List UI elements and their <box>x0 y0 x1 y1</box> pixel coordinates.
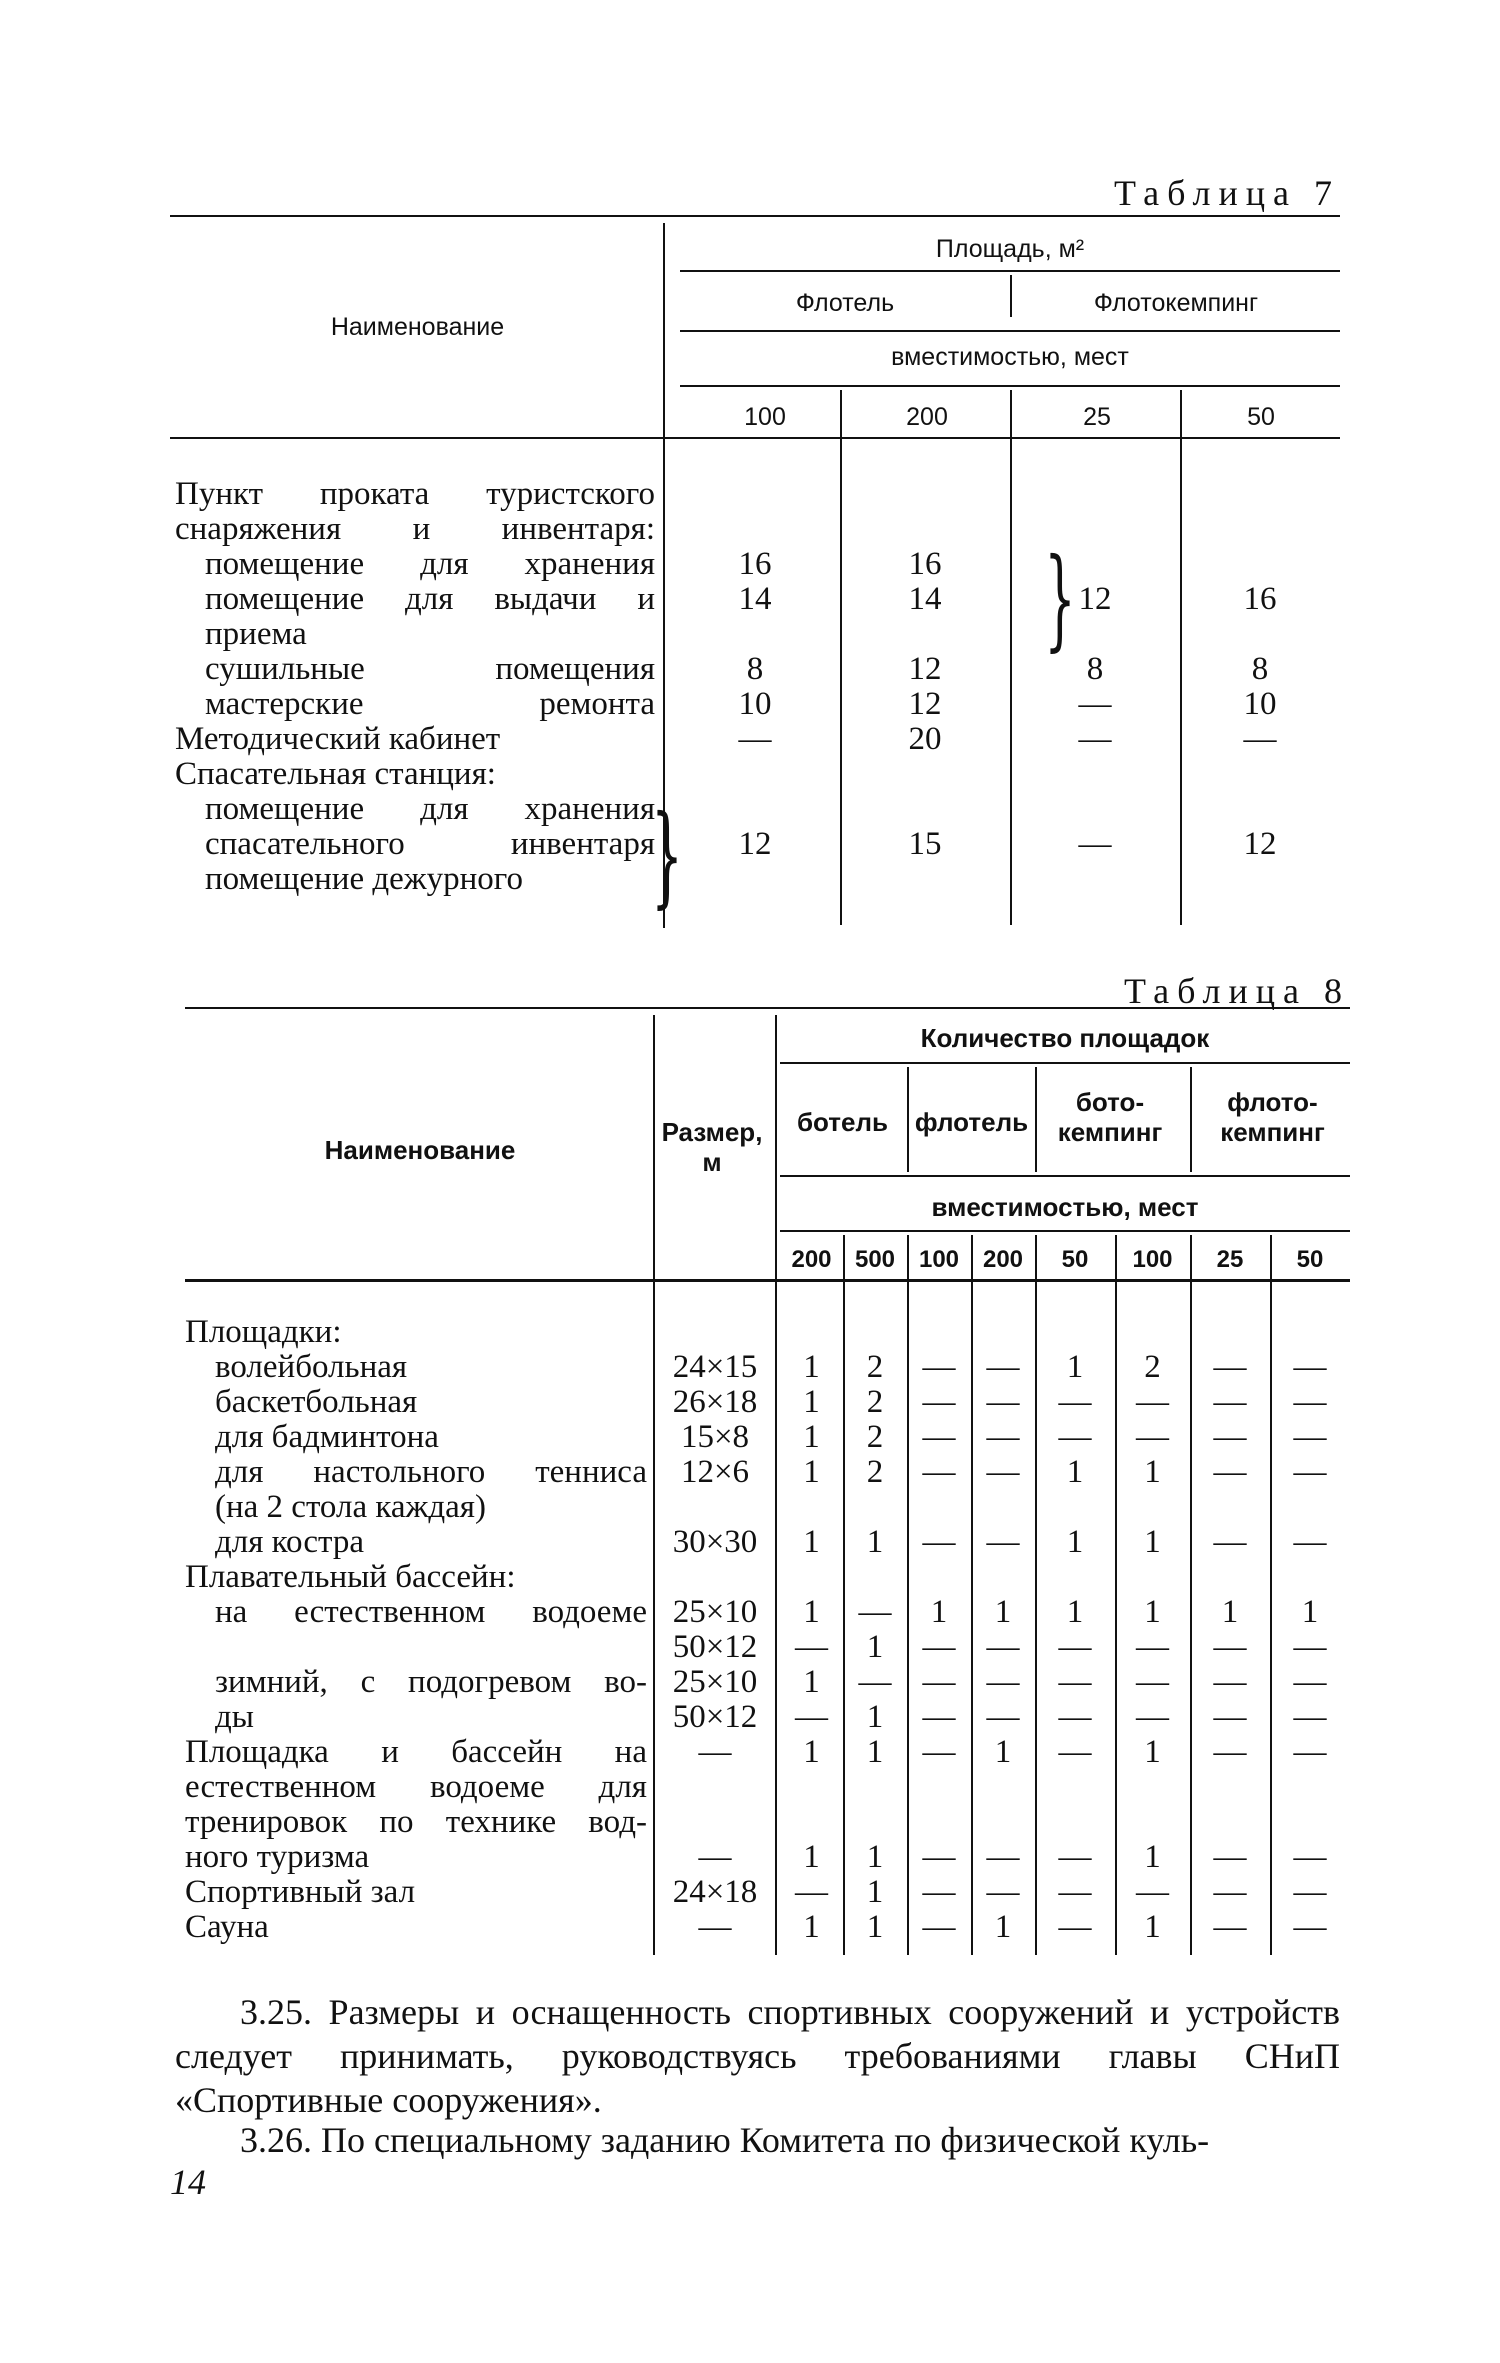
table7-col-50: 50 <box>1247 403 1275 431</box>
table8-rule-1 <box>780 1062 1350 1064</box>
table8-cell: 1 <box>803 1524 820 1560</box>
table8-cell: — <box>795 1699 828 1735</box>
table8-row-size: 15×8 <box>680 1419 750 1455</box>
table8-cell: — <box>922 1384 956 1420</box>
table8-row <box>185 1630 1350 1665</box>
table7-brace-rescue: } <box>651 791 683 919</box>
table8-cell: 1 <box>803 1909 820 1945</box>
table7-body <box>170 477 1340 897</box>
table7-cell: — <box>1243 721 1277 757</box>
table8-cell: — <box>922 1349 956 1385</box>
table8-row <box>185 1875 1350 1910</box>
table8-row-name: ного туризма <box>185 1839 370 1875</box>
table8-cell: — <box>1213 1454 1247 1490</box>
table8-row-name: Площадка и бассейн на <box>185 1734 647 1770</box>
table8-row-name: для костра <box>215 1524 364 1560</box>
table8-row-name: ды <box>215 1699 254 1735</box>
table8-row-size: — <box>698 1839 732 1875</box>
table8-cell: 1 <box>803 1384 820 1420</box>
table8-head-rule <box>185 1279 1350 1282</box>
table8-row-size: 24×18 <box>672 1874 758 1910</box>
table8-cell: — <box>1058 1699 1092 1735</box>
table8-cell: — <box>986 1664 1020 1700</box>
table7-head-name: Наименование <box>330 313 505 341</box>
table7-cell: 16 <box>908 546 942 582</box>
table8-cell: — <box>986 1839 1020 1875</box>
table7-cell: 8 <box>1086 651 1104 687</box>
table8-col-number: 500 <box>854 1246 896 1273</box>
table7-row <box>170 722 1340 757</box>
table7-cell: 10 <box>1243 686 1277 722</box>
table8-row-size: 24×15 <box>672 1349 758 1385</box>
table7-row-name: спасательного инвентаря <box>205 826 655 862</box>
table8-cell: 1 <box>1066 1454 1084 1490</box>
table8-cell: — <box>1213 1664 1247 1700</box>
table7-row <box>170 792 1340 827</box>
table8-row <box>185 1315 1350 1350</box>
table7-row-name: Методический кабинет <box>175 721 501 757</box>
table7-cell: 12 <box>908 686 942 722</box>
table7-row <box>170 862 1340 897</box>
table8-cell: — <box>922 1734 956 1770</box>
table8-cell: — <box>922 1664 956 1700</box>
table7-cell: 15 <box>908 826 942 862</box>
table7-row-name: помещение для хранения <box>205 791 655 827</box>
table8-cell: — <box>858 1664 892 1700</box>
table8-row-size: — <box>698 1734 732 1770</box>
table8 <box>185 1007 1350 1962</box>
table7-row-name: мастерские ремонта <box>205 686 655 722</box>
table8-cell: 1 <box>994 1909 1012 1945</box>
table8-row <box>185 1490 1350 1525</box>
table7-top-rule <box>170 215 1340 217</box>
table7-row <box>170 547 1340 582</box>
table8-cell: — <box>1058 1629 1092 1665</box>
table8-cell: — <box>1293 1839 1327 1875</box>
table7-col-100: 100 <box>744 403 786 431</box>
table8-cell: 1 <box>803 1594 820 1630</box>
table8-row <box>185 1700 1350 1735</box>
table8-row <box>185 1455 1350 1490</box>
table8-cell: — <box>1213 1909 1247 1945</box>
table7-cell: 20 <box>908 721 942 757</box>
table8-cell: — <box>986 1524 1020 1560</box>
table7-row-name: помещение дежурного <box>205 861 523 897</box>
table8-cell: — <box>986 1874 1020 1910</box>
table7-rule-2 <box>680 330 1340 332</box>
table8-cell: — <box>1293 1699 1327 1735</box>
table8-row <box>185 1805 1350 1840</box>
table8-cell: — <box>1293 1524 1327 1560</box>
table8-cell: 1 <box>1301 1594 1319 1630</box>
table8-cell: — <box>986 1384 1020 1420</box>
table8-cell: 1 <box>1144 1454 1161 1490</box>
table7-cell: — <box>1078 721 1112 757</box>
table8-cell: — <box>922 1419 956 1455</box>
table8-row-name: Площадки: <box>185 1314 342 1350</box>
table8-cell: 1 <box>803 1454 820 1490</box>
page-number: 14 <box>170 2162 206 2202</box>
table8-cell: — <box>1293 1419 1327 1455</box>
table8-col-number: 200 <box>982 1246 1024 1273</box>
table8-row <box>185 1770 1350 1805</box>
table8-cell: — <box>1136 1699 1169 1735</box>
table7-cell: 12 <box>1078 581 1112 617</box>
table8-cell: 1 <box>866 1734 884 1770</box>
table8-row-name: волейбольная <box>215 1349 408 1385</box>
table7-rule-3 <box>680 385 1340 387</box>
table7-row <box>170 652 1340 687</box>
table8-row-name: для настольного тенниса <box>215 1454 647 1490</box>
table8-cell: — <box>922 1524 956 1560</box>
table8-cell: — <box>922 1909 956 1945</box>
table8-row-size: 26×18 <box>672 1384 758 1420</box>
table7-head-rule <box>170 437 1340 439</box>
table8-cell: 2 <box>866 1349 884 1385</box>
table8-rule-2 <box>780 1175 1350 1177</box>
table8-cell: 1 <box>1066 1524 1084 1560</box>
table8-cell: 1 <box>866 1629 884 1665</box>
table8-row <box>185 1665 1350 1700</box>
table8-cell: — <box>1293 1909 1327 1945</box>
table8-row-name: для бадминтона <box>215 1419 439 1455</box>
table8-cell: — <box>1293 1874 1327 1910</box>
table8-cell: — <box>1058 1734 1092 1770</box>
table8-cell: — <box>1058 1664 1092 1700</box>
table8-row <box>185 1525 1350 1560</box>
table8-row <box>185 1735 1350 1770</box>
table8-cell: 1 <box>1221 1594 1239 1630</box>
table8-col-number: 50 <box>1061 1246 1089 1273</box>
table8-cell: — <box>1293 1454 1327 1490</box>
table7-row <box>170 582 1340 617</box>
table8-row-name: Плавательный бассейн: <box>185 1559 516 1595</box>
table8-cell: 1 <box>1066 1594 1084 1630</box>
table8-row <box>185 1840 1350 1875</box>
table8-vline-g3 <box>1190 1067 1192 1172</box>
table8-body <box>185 1315 1350 1945</box>
table8-cell: — <box>1136 1419 1169 1455</box>
table7-row <box>170 512 1340 547</box>
table8-row <box>185 1385 1350 1420</box>
table8-cell: — <box>1058 1909 1092 1945</box>
table8-cell: — <box>986 1454 1020 1490</box>
table8-cell: — <box>858 1594 892 1630</box>
table8-cell: 1 <box>866 1874 884 1910</box>
table8-cell: — <box>1058 1384 1092 1420</box>
table7-row <box>170 757 1340 792</box>
table8-cell: — <box>1058 1839 1092 1875</box>
table8-row-name: (на 2 стола каждая) <box>215 1489 486 1525</box>
table8-cell: — <box>1213 1629 1247 1665</box>
table7-row <box>170 617 1340 652</box>
table7-caption: Таблица 7 <box>1114 173 1340 213</box>
table8-row-size: 30×30 <box>672 1524 758 1560</box>
table7-cell: 8 <box>746 651 764 687</box>
table8-cell: 1 <box>930 1594 948 1630</box>
table8-cell: 1 <box>1144 1839 1161 1875</box>
table8-cell: 1 <box>1144 1734 1161 1770</box>
table8-group-flotocamping: флото-кемпинг <box>1220 1087 1325 1147</box>
table8-row-name: зимний, с подогревом во- <box>215 1664 647 1700</box>
table8-group-botocamping: бото-кемпинг <box>1057 1087 1163 1147</box>
table8-cell: — <box>1293 1349 1327 1385</box>
table7-row-name: приема <box>205 616 307 652</box>
table8-cell: 1 <box>1066 1349 1084 1385</box>
table8-cell: 1 <box>866 1839 884 1875</box>
table8-cell: — <box>1213 1874 1247 1910</box>
table8-cell: 1 <box>1144 1594 1161 1630</box>
table8-row-name: Спортивный зал <box>185 1874 416 1910</box>
table8-cell: — <box>986 1349 1020 1385</box>
table8-cell: 1 <box>994 1734 1012 1770</box>
table7-brace-right: } <box>1044 534 1076 662</box>
table8-cell: — <box>986 1629 1020 1665</box>
table7-row-name: Спасательная станция: <box>175 756 496 792</box>
table8-cell: 2 <box>1144 1349 1161 1385</box>
table7-cell: 12 <box>738 826 772 862</box>
table8-row <box>185 1560 1350 1595</box>
table8-row-name: Сауна <box>185 1909 269 1945</box>
table8-cell: — <box>1058 1874 1092 1910</box>
table8-cell: — <box>1213 1839 1247 1875</box>
table8-row-size: 50×12 <box>672 1699 758 1735</box>
table8-cell: — <box>922 1839 956 1875</box>
table8-row-size: 50×12 <box>672 1629 758 1665</box>
table8-row-size: 25×10 <box>672 1664 758 1700</box>
table8-col-number: 100 <box>1132 1246 1173 1273</box>
table8-rule-3 <box>780 1230 1350 1232</box>
table7-row <box>170 687 1340 722</box>
table7-head-capacity: вместимостью, мест <box>891 343 1129 371</box>
table7-cell: — <box>1078 686 1112 722</box>
table8-caption: Таблица 8 <box>1124 971 1350 1011</box>
table8-row <box>185 1420 1350 1455</box>
table7-row-name: помещение для выдачи и <box>205 581 655 617</box>
table8-col-number: 25 <box>1216 1246 1244 1273</box>
table8-cell: — <box>1058 1419 1092 1455</box>
table8-cell: 1 <box>803 1419 820 1455</box>
table8-group-flotel: флотель <box>914 1107 1029 1137</box>
table7-cell: 12 <box>1243 826 1277 862</box>
table8-col-number: 200 <box>791 1246 832 1273</box>
table8-cell: — <box>1293 1629 1327 1665</box>
table8-cell: — <box>1293 1664 1327 1700</box>
table8-cell: 1 <box>866 1909 884 1945</box>
table8-cell: — <box>922 1454 956 1490</box>
table8-cell: — <box>795 1874 828 1910</box>
table8-col-number: 50 <box>1296 1246 1324 1273</box>
table7-cell: 16 <box>1243 581 1277 617</box>
table7-cell: 10 <box>738 686 772 722</box>
table7-row <box>170 477 1340 512</box>
table8-cell: 1 <box>803 1664 820 1700</box>
table7-rule-1 <box>680 270 1340 272</box>
table8-cell: — <box>922 1874 956 1910</box>
table8-head-capacity: вместимостью, мест <box>931 1192 1199 1222</box>
table8-cell: — <box>1213 1524 1247 1560</box>
table8-cell: 2 <box>866 1419 884 1455</box>
table7-cell: 14 <box>908 581 942 617</box>
table7-cell: — <box>1078 826 1112 862</box>
table8-col-number: 100 <box>918 1246 960 1273</box>
paragraph-3-26: 3.26. По специальному заданию Комитета по физической куль- <box>240 2120 1210 2160</box>
table8-cell: — <box>922 1699 956 1735</box>
table8-cell: — <box>922 1629 956 1665</box>
table7-cell: 16 <box>738 546 772 582</box>
table8-cell: 1 <box>803 1734 820 1770</box>
table8-cell: — <box>1293 1384 1327 1420</box>
table8-cell: — <box>1293 1734 1327 1770</box>
table8-top-rule <box>185 1007 1350 1009</box>
table8-group-botel: ботель <box>797 1107 888 1137</box>
table8-cell: 1 <box>1144 1524 1161 1560</box>
table8-cell: 1 <box>1144 1909 1161 1945</box>
table8-cell: 2 <box>866 1454 884 1490</box>
table8-head-count: Количество площадок <box>920 1023 1210 1053</box>
table8-row-name: баскетбольная <box>215 1384 418 1420</box>
table8-cell: — <box>986 1699 1020 1735</box>
table7-row-name: помещение для хранения <box>205 546 655 582</box>
table8-cell: — <box>1213 1349 1247 1385</box>
table8-cell: — <box>1213 1419 1247 1455</box>
table7 <box>170 215 1340 935</box>
table8-cell: 1 <box>803 1839 820 1875</box>
table8-cell: — <box>795 1629 828 1665</box>
table8-cell: 1 <box>866 1699 884 1735</box>
table7-head-flotel: Флотель <box>795 289 895 317</box>
table8-row <box>185 1910 1350 1945</box>
table8-row-name: на естественном водоеме <box>215 1594 647 1630</box>
paragraph-3-25: 3.25. Размеры и оснащенность спортивных сооружений и устройств следует принимать, руководствуясь требованиями главы СНиП «Спортивные сооружения». <box>175 1992 1340 2120</box>
table8-head-name: Наименование <box>324 1135 516 1165</box>
table8-row-size: — <box>698 1909 732 1945</box>
table7-col-25: 25 <box>1083 403 1111 431</box>
table8-cell: — <box>1213 1699 1247 1735</box>
table7-row <box>170 827 1340 862</box>
table7-row-name: сушильные помещения <box>205 651 655 687</box>
table8-cell: 1 <box>994 1594 1012 1630</box>
table8-cell: — <box>1136 1629 1169 1665</box>
table7-head-flotocamping: Флотокемпинг <box>1093 289 1259 317</box>
table8-row-name: естественном водоеме для <box>185 1769 647 1805</box>
table7-cell: 8 <box>1251 651 1269 687</box>
table8-row-size: 12×6 <box>680 1454 750 1490</box>
table8-cell: — <box>1136 1874 1169 1910</box>
table8-cell: — <box>1213 1384 1247 1420</box>
table7-cell: 12 <box>908 651 942 687</box>
table8-cell: 1 <box>866 1524 884 1560</box>
table8-row <box>185 1595 1350 1630</box>
table8-cell: — <box>986 1419 1020 1455</box>
table8-cell: — <box>1213 1734 1247 1770</box>
table8-cell: 1 <box>803 1349 820 1385</box>
table7-row-name: снаряжения и инвентаря: <box>175 511 655 547</box>
table8-row <box>185 1350 1350 1385</box>
table8-row-size: 25×10 <box>672 1594 758 1630</box>
table8-row-name: тренировок по технике вод- <box>185 1804 647 1840</box>
table8-cell: — <box>1136 1664 1169 1700</box>
table8-cell: — <box>1136 1384 1169 1420</box>
table7-cell: — <box>738 721 772 757</box>
table8-cell: 2 <box>866 1384 884 1420</box>
table7-row-name: Пункт проката туристского <box>175 476 655 512</box>
table7-cell: 14 <box>738 581 772 617</box>
table8-vline-g2 <box>1035 1067 1037 1172</box>
table7-col-200: 200 <box>906 403 948 431</box>
table7-head-area: Площадь, м² <box>935 235 1085 263</box>
table8-head-size: Размер, м <box>661 1117 763 1177</box>
